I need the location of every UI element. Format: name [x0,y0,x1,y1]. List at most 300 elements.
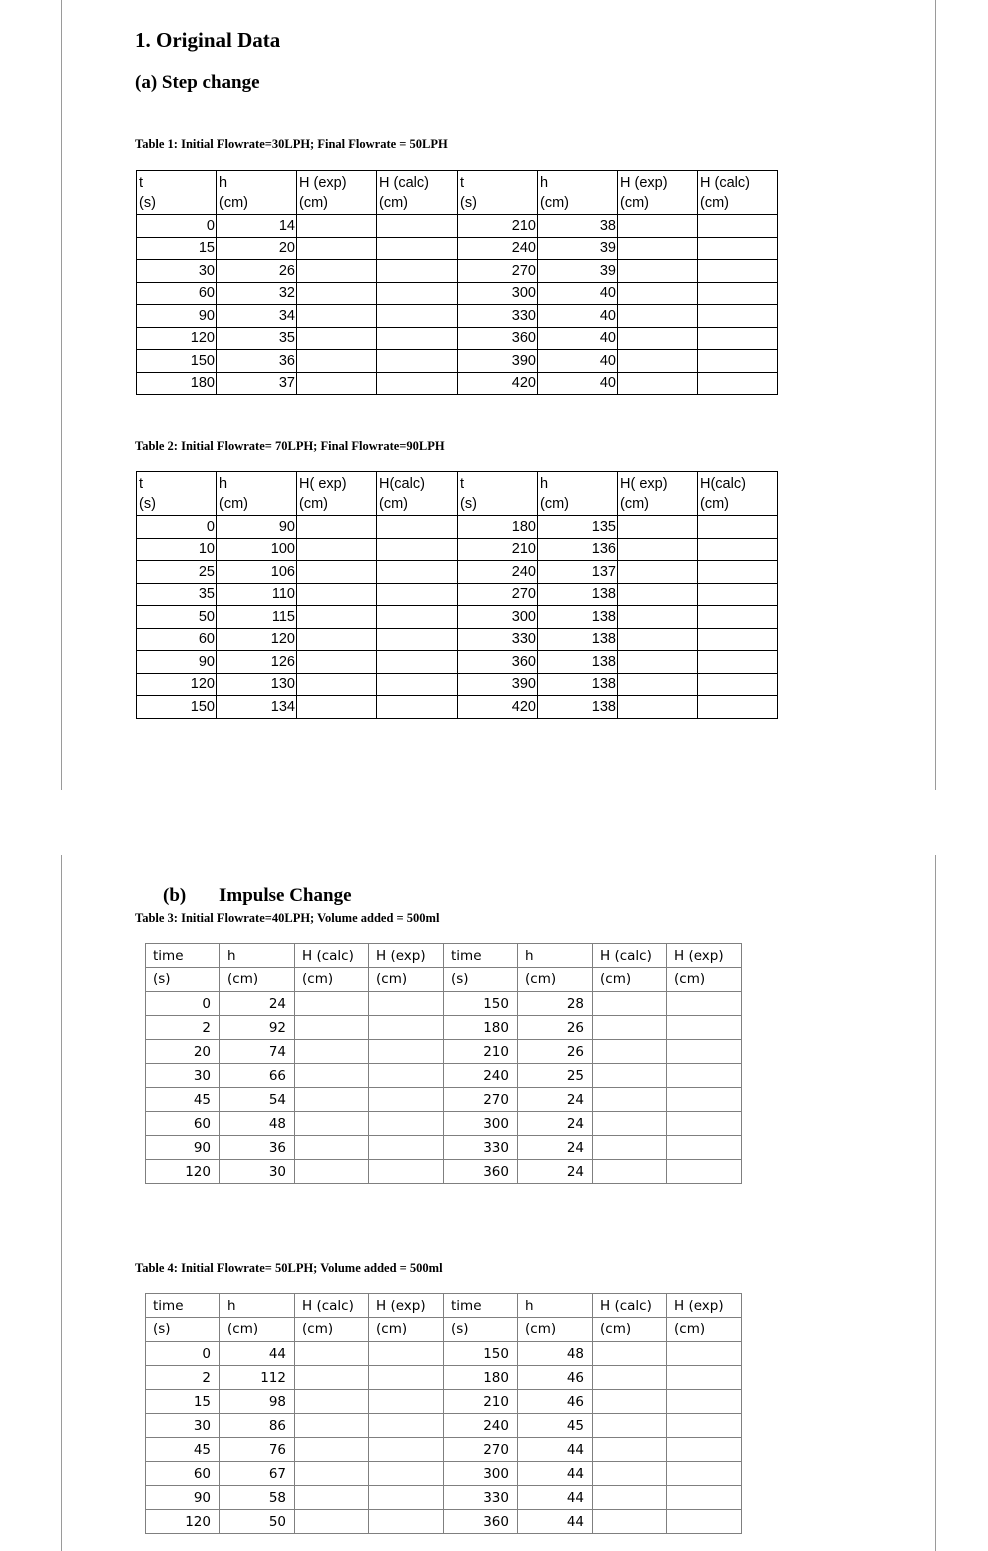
table-cell-height-2: 46 [518,1390,593,1414]
table-cell-h-col-b [369,992,444,1016]
table-cell-time: 60 [137,282,217,305]
table-row [137,350,778,373]
table-1 [136,170,778,395]
table-cell-time: 2 [146,1016,220,1040]
table-row [146,1040,742,1064]
column-header-time-2-label: t [458,171,538,193]
table-cell-time-2: 210 [444,1390,518,1414]
table-cell-height: 35 [217,327,297,350]
table-cell-height: 98 [220,1390,295,1414]
column-header-height-label: h [220,944,295,968]
table-cell-h-col-b [369,1438,444,1462]
column-header-time-2-label: t [458,472,538,494]
table-cell-h-col-d [667,1088,742,1112]
column-header-h-col-a-unit: (cm) [295,1318,369,1342]
table-cell-time: 15 [137,237,217,260]
table-row [146,1510,742,1534]
table-cell-h-col-c [618,305,698,328]
table-cell-time-2: 330 [444,1486,518,1510]
table-cell-h-col-a [295,1510,369,1534]
table-cell-h-col-d [698,673,778,696]
table-cell-h-col-c [593,1160,667,1184]
column-header-time-label: time [146,1294,220,1318]
table-cell-height-2: 45 [518,1414,593,1438]
table-cell-time: 0 [137,215,217,238]
table-cell-height-2: 44 [518,1462,593,1486]
table-cell-time-2: 270 [444,1438,518,1462]
table-cell-time: 180 [137,372,217,395]
table-cell-height-2: 38 [538,215,618,238]
column-header-h-col-a-label: H (calc) [295,944,369,968]
table-cell-h-col-c [618,215,698,238]
table-cell-time: 45 [146,1438,220,1462]
table-row [137,673,778,696]
column-header-h-col-c-label: H (calc) [593,1294,667,1318]
table-cell-height-2: 138 [538,628,618,651]
table-row [137,260,778,283]
table-cell-height: 67 [220,1462,295,1486]
table-cell-h-col-d [667,1510,742,1534]
table-row [137,305,778,328]
page-1-right-border [935,0,936,790]
table-cell-h-col-b [377,696,458,719]
column-header-height-2-label: h [518,944,593,968]
table-row [137,583,778,606]
table-cell-h-col-d [667,1366,742,1390]
table-cell-height-2: 137 [538,561,618,584]
table-cell-h-col-a [295,1112,369,1136]
column-header-h-col-c-unit: (cm) [593,968,667,992]
table-cell-h-col-c [593,1510,667,1534]
table-cell-h-col-d [667,1462,742,1486]
table-row [137,606,778,629]
table-cell-height-2: 138 [538,583,618,606]
table-cell-h-col-c [593,1414,667,1438]
table-cell-h-col-c [593,992,667,1016]
table-1-header-row-1 [137,171,778,193]
table-cell-h-col-b [377,628,458,651]
table-cell-time-2: 390 [458,350,538,373]
table-cell-h-col-b [377,606,458,629]
table-cell-h-col-d [667,992,742,1016]
table-cell-height-2: 44 [518,1438,593,1462]
page-2-right-border [935,855,936,1551]
table-cell-time-2: 150 [444,1342,518,1366]
table-cell-h-col-d [667,1016,742,1040]
table-cell-time-2: 270 [458,583,538,606]
column-header-time-label: time [146,944,220,968]
column-header-time-label: t [137,171,217,193]
column-header-height-2-label: h [538,171,618,193]
table-cell-height: 50 [220,1510,295,1534]
table-row [137,215,778,238]
table-cell-h-col-a [297,215,377,238]
table-cell-height-2: 39 [538,237,618,260]
column-header-h-col-a-label: H (exp) [297,171,377,193]
table-cell-h-col-c [618,561,698,584]
table-cell-height-2: 135 [538,516,618,539]
table-cell-h-col-d [698,327,778,350]
table-cell-height-2: 40 [538,350,618,373]
table-cell-h-col-c [593,1088,667,1112]
table-4 [145,1293,742,1534]
table-cell-height-2: 46 [518,1366,593,1390]
table-cell-height-2: 24 [518,1136,593,1160]
table-row [146,1366,742,1390]
table-cell-h-col-b [377,561,458,584]
table-cell-h-col-c [593,1342,667,1366]
table-2-caption: Table 2: Initial Flowrate= 70LPH; Final Flowrate=90LPH [135,439,445,453]
column-header-h-col-c-unit: (cm) [618,494,698,516]
table-4-caption: Table 4: Initial Flowrate= 50LPH; Volume added = 500ml [135,1261,443,1275]
table-cell-h-col-a [297,327,377,350]
table-cell-time: 50 [137,606,217,629]
column-header-height-label: h [217,472,297,494]
impulse-change-title [163,885,352,907]
impulse-change-label: (b) [163,885,187,906]
table-cell-h-col-b [369,1136,444,1160]
column-header-h-col-b-unit: (cm) [377,193,458,215]
table-cell-height: 66 [220,1064,295,1088]
table-cell-time-2: 240 [444,1064,518,1088]
table-cell-h-col-c [618,628,698,651]
table-cell-height: 112 [220,1366,295,1390]
table-cell-time: 30 [137,260,217,283]
column-header-h-col-b-unit: (cm) [369,1318,444,1342]
table-cell-h-col-c [593,1040,667,1064]
table-cell-time: 15 [146,1390,220,1414]
table-cell-time-2: 360 [444,1160,518,1184]
table-cell-h-col-c [593,1112,667,1136]
table-cell-height: 115 [217,606,297,629]
column-header-h-col-b-label: H(calc) [377,472,458,494]
table-1-caption: Table 1: Initial Flowrate=30LPH; Final Flowrate = 50LPH [135,137,448,151]
table-cell-time: 10 [137,538,217,561]
table-cell-height: 36 [217,350,297,373]
table-cell-height: 86 [220,1414,295,1438]
table-row [137,516,778,539]
column-header-h-col-c-label: H (exp) [618,171,698,193]
table-cell-time-2: 240 [458,561,538,584]
table-cell-h-col-d [667,1486,742,1510]
table-cell-height: 26 [217,260,297,283]
column-header-h-col-b-label: H (calc) [377,171,458,193]
table-cell-time-2: 180 [458,516,538,539]
table-cell-height: 44 [220,1342,295,1366]
table-cell-h-col-a [297,673,377,696]
table-cell-height: 100 [217,538,297,561]
section-title: 1. Original Data [135,28,281,52]
table-cell-height: 37 [217,372,297,395]
table-cell-height: 54 [220,1088,295,1112]
table-3-header-row-2 [146,968,742,992]
column-header-time-2-label: time [444,1294,518,1318]
column-header-h-col-d-unit: (cm) [698,494,778,516]
column-header-time-unit: (s) [137,494,217,516]
table-cell-height-2: 138 [538,651,618,674]
table-cell-height-2: 28 [518,992,593,1016]
column-header-h-col-c-unit: (cm) [593,1318,667,1342]
table-cell-time: 45 [146,1088,220,1112]
table-cell-height: 76 [220,1438,295,1462]
column-header-height-unit: (cm) [220,968,295,992]
table-cell-time: 25 [137,561,217,584]
table-cell-time-2: 360 [458,327,538,350]
table-cell-h-col-d [698,606,778,629]
table-cell-time-2: 240 [444,1414,518,1438]
table-cell-h-col-b [377,538,458,561]
table-cell-h-col-b [369,1112,444,1136]
column-header-height-2-label: h [538,472,618,494]
table-cell-h-col-b [377,215,458,238]
table-cell-height-2: 40 [538,305,618,328]
table-cell-time-2: 210 [458,215,538,238]
column-header-h-col-d-unit: (cm) [698,193,778,215]
column-header-height-2-unit: (cm) [518,968,593,992]
column-header-time-2-label: time [444,944,518,968]
table-cell-h-col-d [667,1064,742,1088]
table-3-header-row-1 [146,944,742,968]
table-cell-h-col-c [593,1438,667,1462]
table-cell-height: 48 [220,1112,295,1136]
table-cell-time-2: 300 [444,1112,518,1136]
table-cell-h-col-b [369,1486,444,1510]
table-cell-time-2: 360 [458,651,538,674]
table-cell-h-col-a [297,372,377,395]
table-cell-time-2: 150 [444,992,518,1016]
table-cell-h-col-d [698,561,778,584]
table-2-header-row-2 [137,494,778,516]
table-row [146,1088,742,1112]
table-cell-h-col-b [377,651,458,674]
table-cell-time: 90 [146,1136,220,1160]
column-header-time-2-unit: (s) [444,968,518,992]
table-cell-h-col-d [667,1136,742,1160]
table-cell-height: 30 [220,1160,295,1184]
table-cell-height-2: 44 [518,1510,593,1534]
table-cell-h-col-c [593,1016,667,1040]
table-row [146,1136,742,1160]
table-cell-time: 120 [137,327,217,350]
table-cell-time-2: 300 [458,282,538,305]
column-header-height-unit: (cm) [217,193,297,215]
table-3 [145,943,742,1184]
table-cell-h-col-d [667,1438,742,1462]
table-cell-h-col-a [295,1016,369,1040]
column-header-h-col-d-unit: (cm) [667,968,742,992]
table-cell-time-2: 210 [444,1040,518,1064]
table-cell-h-col-c [618,237,698,260]
column-header-h-col-b-label: H (exp) [369,1294,444,1318]
table-cell-time-2: 210 [458,538,538,561]
table-cell-h-col-a [297,651,377,674]
table-cell-h-col-b [369,1414,444,1438]
table-cell-time-2: 300 [458,606,538,629]
table-row [146,1390,742,1414]
impulse-change-text: Impulse Change [219,885,352,906]
table-cell-h-col-a [297,606,377,629]
table-cell-height-2: 24 [518,1088,593,1112]
table-cell-h-col-b [377,516,458,539]
table-cell-h-col-d [698,651,778,674]
table-cell-h-col-b [369,1462,444,1486]
table-cell-time: 90 [137,651,217,674]
column-header-h-col-a-unit: (cm) [295,968,369,992]
table-cell-h-col-b [377,583,458,606]
table-row [146,1016,742,1040]
table-cell-h-col-a [295,1438,369,1462]
table-cell-h-col-c [593,1366,667,1390]
table-cell-time: 0 [146,992,220,1016]
table-cell-h-col-d [698,583,778,606]
table-cell-time-2: 420 [458,372,538,395]
table-row [146,1342,742,1366]
table-cell-h-col-d [698,305,778,328]
table-cell-h-col-c [618,516,698,539]
table-cell-time-2: 330 [458,628,538,651]
table-cell-height: 74 [220,1040,295,1064]
column-header-h-col-a-label: H( exp) [297,472,377,494]
table-cell-time: 0 [146,1342,220,1366]
table-cell-h-col-d [667,1160,742,1184]
table-cell-height-2: 138 [538,673,618,696]
table-row [137,237,778,260]
table-cell-h-col-d [667,1390,742,1414]
table-cell-h-col-b [369,1040,444,1064]
table-cell-h-col-a [295,992,369,1016]
table-cell-height: 32 [217,282,297,305]
column-header-h-col-d-unit: (cm) [667,1318,742,1342]
column-header-h-col-d-label: H (calc) [698,171,778,193]
table-cell-h-col-d [698,237,778,260]
table-cell-h-col-b [369,1342,444,1366]
table-4-header-row-2 [146,1318,742,1342]
table-cell-h-col-d [698,260,778,283]
column-header-height-label: h [217,171,297,193]
table-cell-h-col-d [698,538,778,561]
table-cell-h-col-d [698,516,778,539]
table-row [146,1438,742,1462]
column-header-height-unit: (cm) [217,494,297,516]
table-cell-height-2: 44 [518,1486,593,1510]
table-cell-time-2: 270 [458,260,538,283]
table-row [146,1486,742,1510]
table-cell-time: 120 [146,1510,220,1534]
table-cell-time: 20 [146,1040,220,1064]
table-cell-h-col-a [297,282,377,305]
table-cell-height-2: 48 [518,1342,593,1366]
table-cell-h-col-a [295,1462,369,1486]
table-cell-height: 120 [217,628,297,651]
table-cell-h-col-a [297,350,377,373]
table-cell-h-col-b [369,1366,444,1390]
table-cell-h-col-a [297,583,377,606]
table-cell-h-col-b [377,260,458,283]
table-cell-time-2: 300 [444,1462,518,1486]
table-cell-h-col-b [369,1016,444,1040]
table-cell-h-col-b [377,327,458,350]
column-header-h-col-b-unit: (cm) [377,494,458,516]
table-cell-h-col-c [593,1390,667,1414]
table-cell-time: 2 [146,1366,220,1390]
table-row [137,628,778,651]
table-cell-h-col-c [618,350,698,373]
table-cell-h-col-d [698,628,778,651]
table-cell-h-col-c [618,538,698,561]
table-cell-h-col-c [618,327,698,350]
table-cell-height: 110 [217,583,297,606]
table-cell-height: 24 [220,992,295,1016]
column-header-h-col-d-label: H (exp) [667,1294,742,1318]
table-row [146,1462,742,1486]
table-cell-time-2: 330 [444,1136,518,1160]
column-header-height-2-unit: (cm) [538,494,618,516]
table-cell-time-2: 360 [444,1510,518,1534]
table-cell-h-col-b [369,1088,444,1112]
table-cell-h-col-c [618,260,698,283]
table-cell-time: 120 [146,1160,220,1184]
table-cell-h-col-a [295,1342,369,1366]
table-row [146,1064,742,1088]
table-1-header-row-2 [137,193,778,215]
table-cell-time-2: 180 [444,1016,518,1040]
table-cell-time-2: 180 [444,1366,518,1390]
table-cell-h-col-c [618,282,698,305]
table-row [137,327,778,350]
table-cell-h-col-c [618,606,698,629]
table-cell-h-col-c [618,372,698,395]
table-cell-h-col-a [297,260,377,283]
table-cell-time: 90 [146,1486,220,1510]
column-header-h-col-c-label: H( exp) [618,472,698,494]
table-cell-height-2: 136 [538,538,618,561]
table-cell-h-col-a [297,305,377,328]
table-2-header-row-1 [137,472,778,494]
table-row [146,1112,742,1136]
table-row [146,992,742,1016]
column-header-height-unit: (cm) [220,1318,295,1342]
table-row [137,282,778,305]
column-header-h-col-d-label: H (exp) [667,944,742,968]
table-cell-h-col-a [295,1136,369,1160]
table-row [137,372,778,395]
table-cell-h-col-d [667,1112,742,1136]
table-row [137,538,778,561]
table-cell-height-2: 40 [538,282,618,305]
table-cell-h-col-c [618,673,698,696]
table-cell-time: 150 [137,696,217,719]
table-cell-time-2: 240 [458,237,538,260]
column-header-h-col-c-label: H (calc) [593,944,667,968]
table-cell-h-col-a [295,1366,369,1390]
table-cell-height: 34 [217,305,297,328]
table-row [146,1160,742,1184]
column-header-height-2-unit: (cm) [538,193,618,215]
table-cell-time: 35 [137,583,217,606]
table-cell-h-col-a [297,628,377,651]
table-cell-h-col-a [297,561,377,584]
table-cell-h-col-b [369,1390,444,1414]
column-header-height-2-unit: (cm) [518,1318,593,1342]
column-header-h-col-a-unit: (cm) [297,193,377,215]
table-4-header-row-1 [146,1294,742,1318]
table-cell-height-2: 40 [538,327,618,350]
table-cell-h-col-a [295,1390,369,1414]
table-2 [136,471,778,719]
table-cell-h-col-c [618,583,698,606]
table-cell-height: 92 [220,1016,295,1040]
step-change-title: (a) Step change [135,72,260,93]
